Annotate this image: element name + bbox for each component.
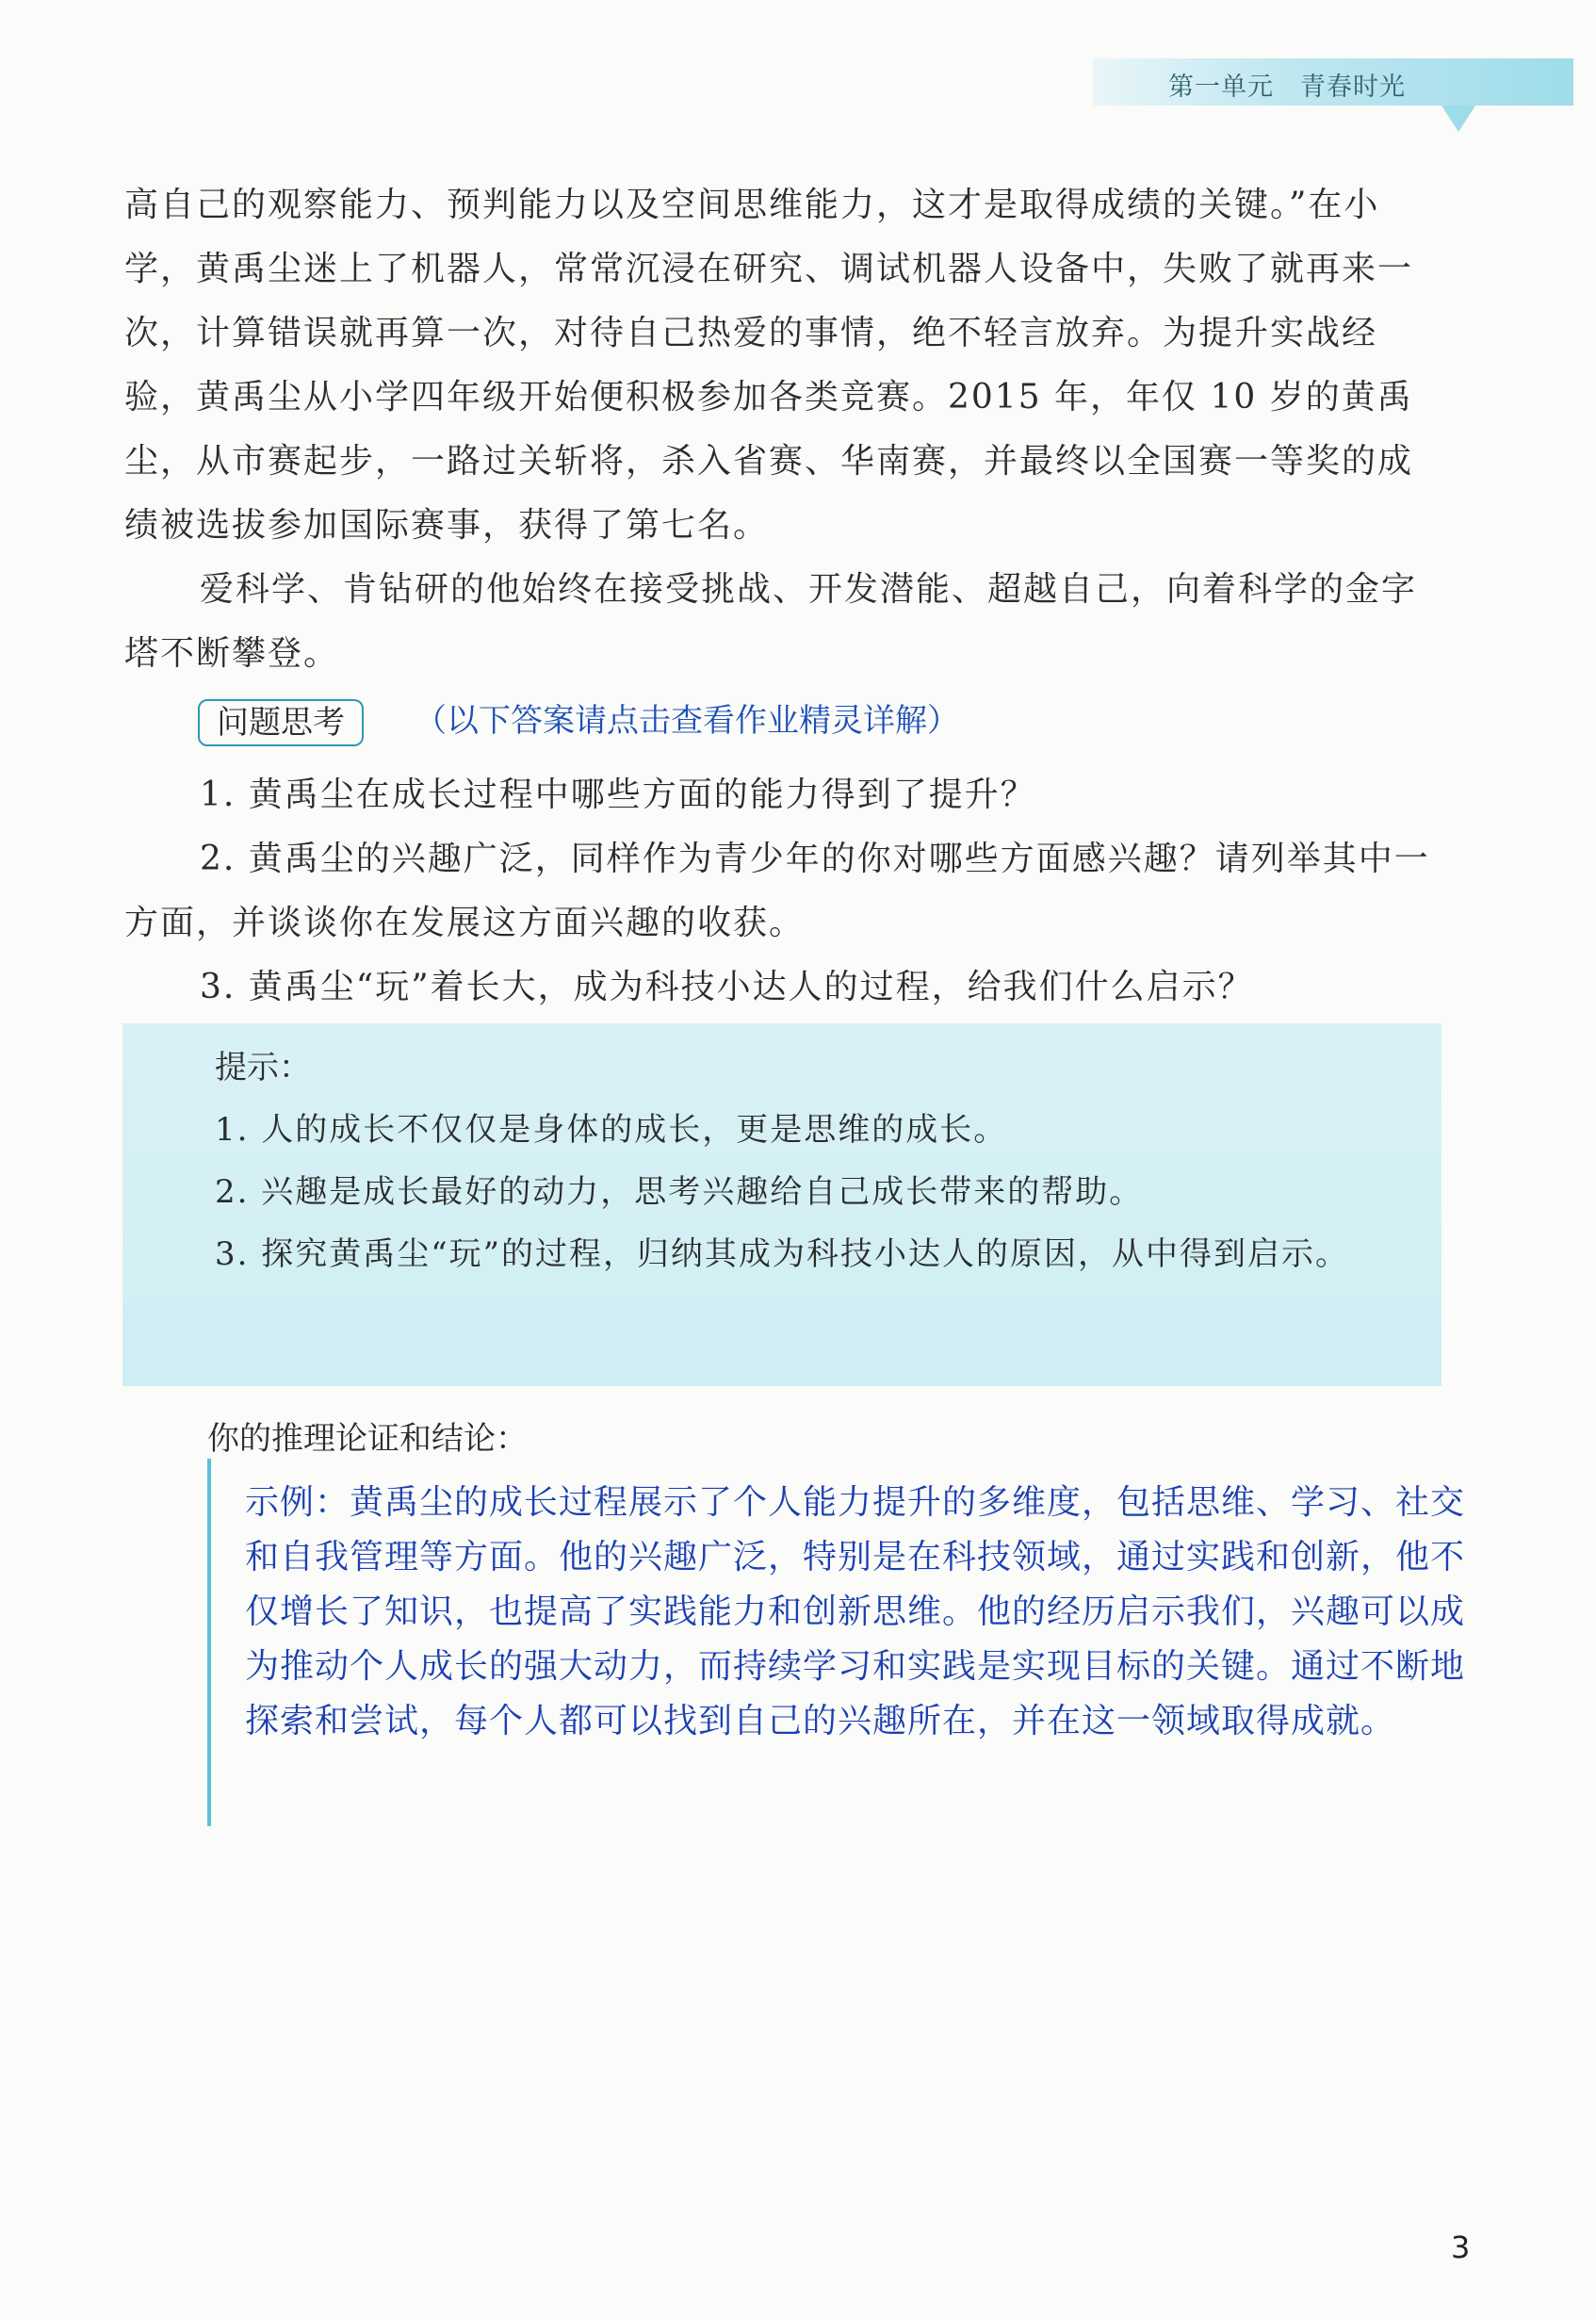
hint-title: 提示： xyxy=(215,1049,311,1086)
question-3: 3. 黄禹尘“玩”着长大，成为科技小达人的过程，给我们什么启示？ xyxy=(200,968,1254,1006)
hint-item-1: 1. 人的成长不仅仅是身体的成长，更是思维的成长。 xyxy=(215,1111,1008,1149)
question-1: 1. 黄禹尘在成长过程中哪些方面的能力得到了提升？ xyxy=(200,776,1036,814)
question-2: 2. 黄禹尘的兴趣广泛，同样作为青少年的你对哪些方面感兴趣？请列举其中一方面，并谈谈你在发展这方面兴趣的收获。 xyxy=(124,840,1430,942)
unit-banner xyxy=(1093,58,1573,106)
answer-label: 你的推理论证和结论： xyxy=(207,1420,528,1458)
answer-link-note[interactable]: （以下答案请点击查看作业精灵详解） xyxy=(415,702,959,740)
answer-text: 示例：黄禹尘的成长过程展示了个人能力提升的多维度，包括思维、学习、社交和自我管理等方面。他的兴趣广泛，特别是在科技领域，通过实践和创新，他不仅增长了知识，也提高了实践能力和创新思维。他的经历启示我们，兴趣可以成为推动个人成长的强大动力，而持续学习和实践是实现目标的关键。通过不断地探索和尝试，每个人都可以找到自己的兴趣所在，并在这一领域取得成就。 xyxy=(245,1483,1466,1740)
page-number: 3 xyxy=(1451,2229,1471,2265)
hint-item-2: 2. 兴趣是成长最好的动力，思考兴趣给自己成长带来的帮助。 xyxy=(215,1173,1144,1211)
unit-title: 第一单元 青春时光 xyxy=(1168,73,1406,102)
banner-pointer xyxy=(1441,106,1475,132)
question-section-tag: 问题思考 xyxy=(198,699,364,746)
hint-box xyxy=(122,1023,1441,1386)
hint-item-3: 3. 探究黄禹尘“玩”的过程，归纳其成为科技小达人的原因，从中得到启示。 xyxy=(215,1235,1350,1273)
body-paragraph-1: 高自己的观察能力、预判能力以及空间思维能力，这才是取得成绩的关键。”在小学，黄禹尘迷上了机器人，常常沉浸在研究、调试机器人设备中，失败了就再来一次，计算错误就再算一次，对待自己热爱的事情，绝不轻言放弃。为提升实战经验，黄禹尘从小学四年级开始便积极参加各类竞赛。2015 年，年仅 10 岁的黄禹尘，从市赛起步，一路过关斩将，杀入省赛、华南赛，并最终以全国赛一等奖的成绩被选拔参加国际赛事，获得了第七名。 xyxy=(124,186,1414,545)
body-paragraph-2: 爱科学、肯钻研的他始终在接受挑战、开发潜能、超越自己，向着科学的金字塔不断攀登。 xyxy=(124,570,1418,673)
